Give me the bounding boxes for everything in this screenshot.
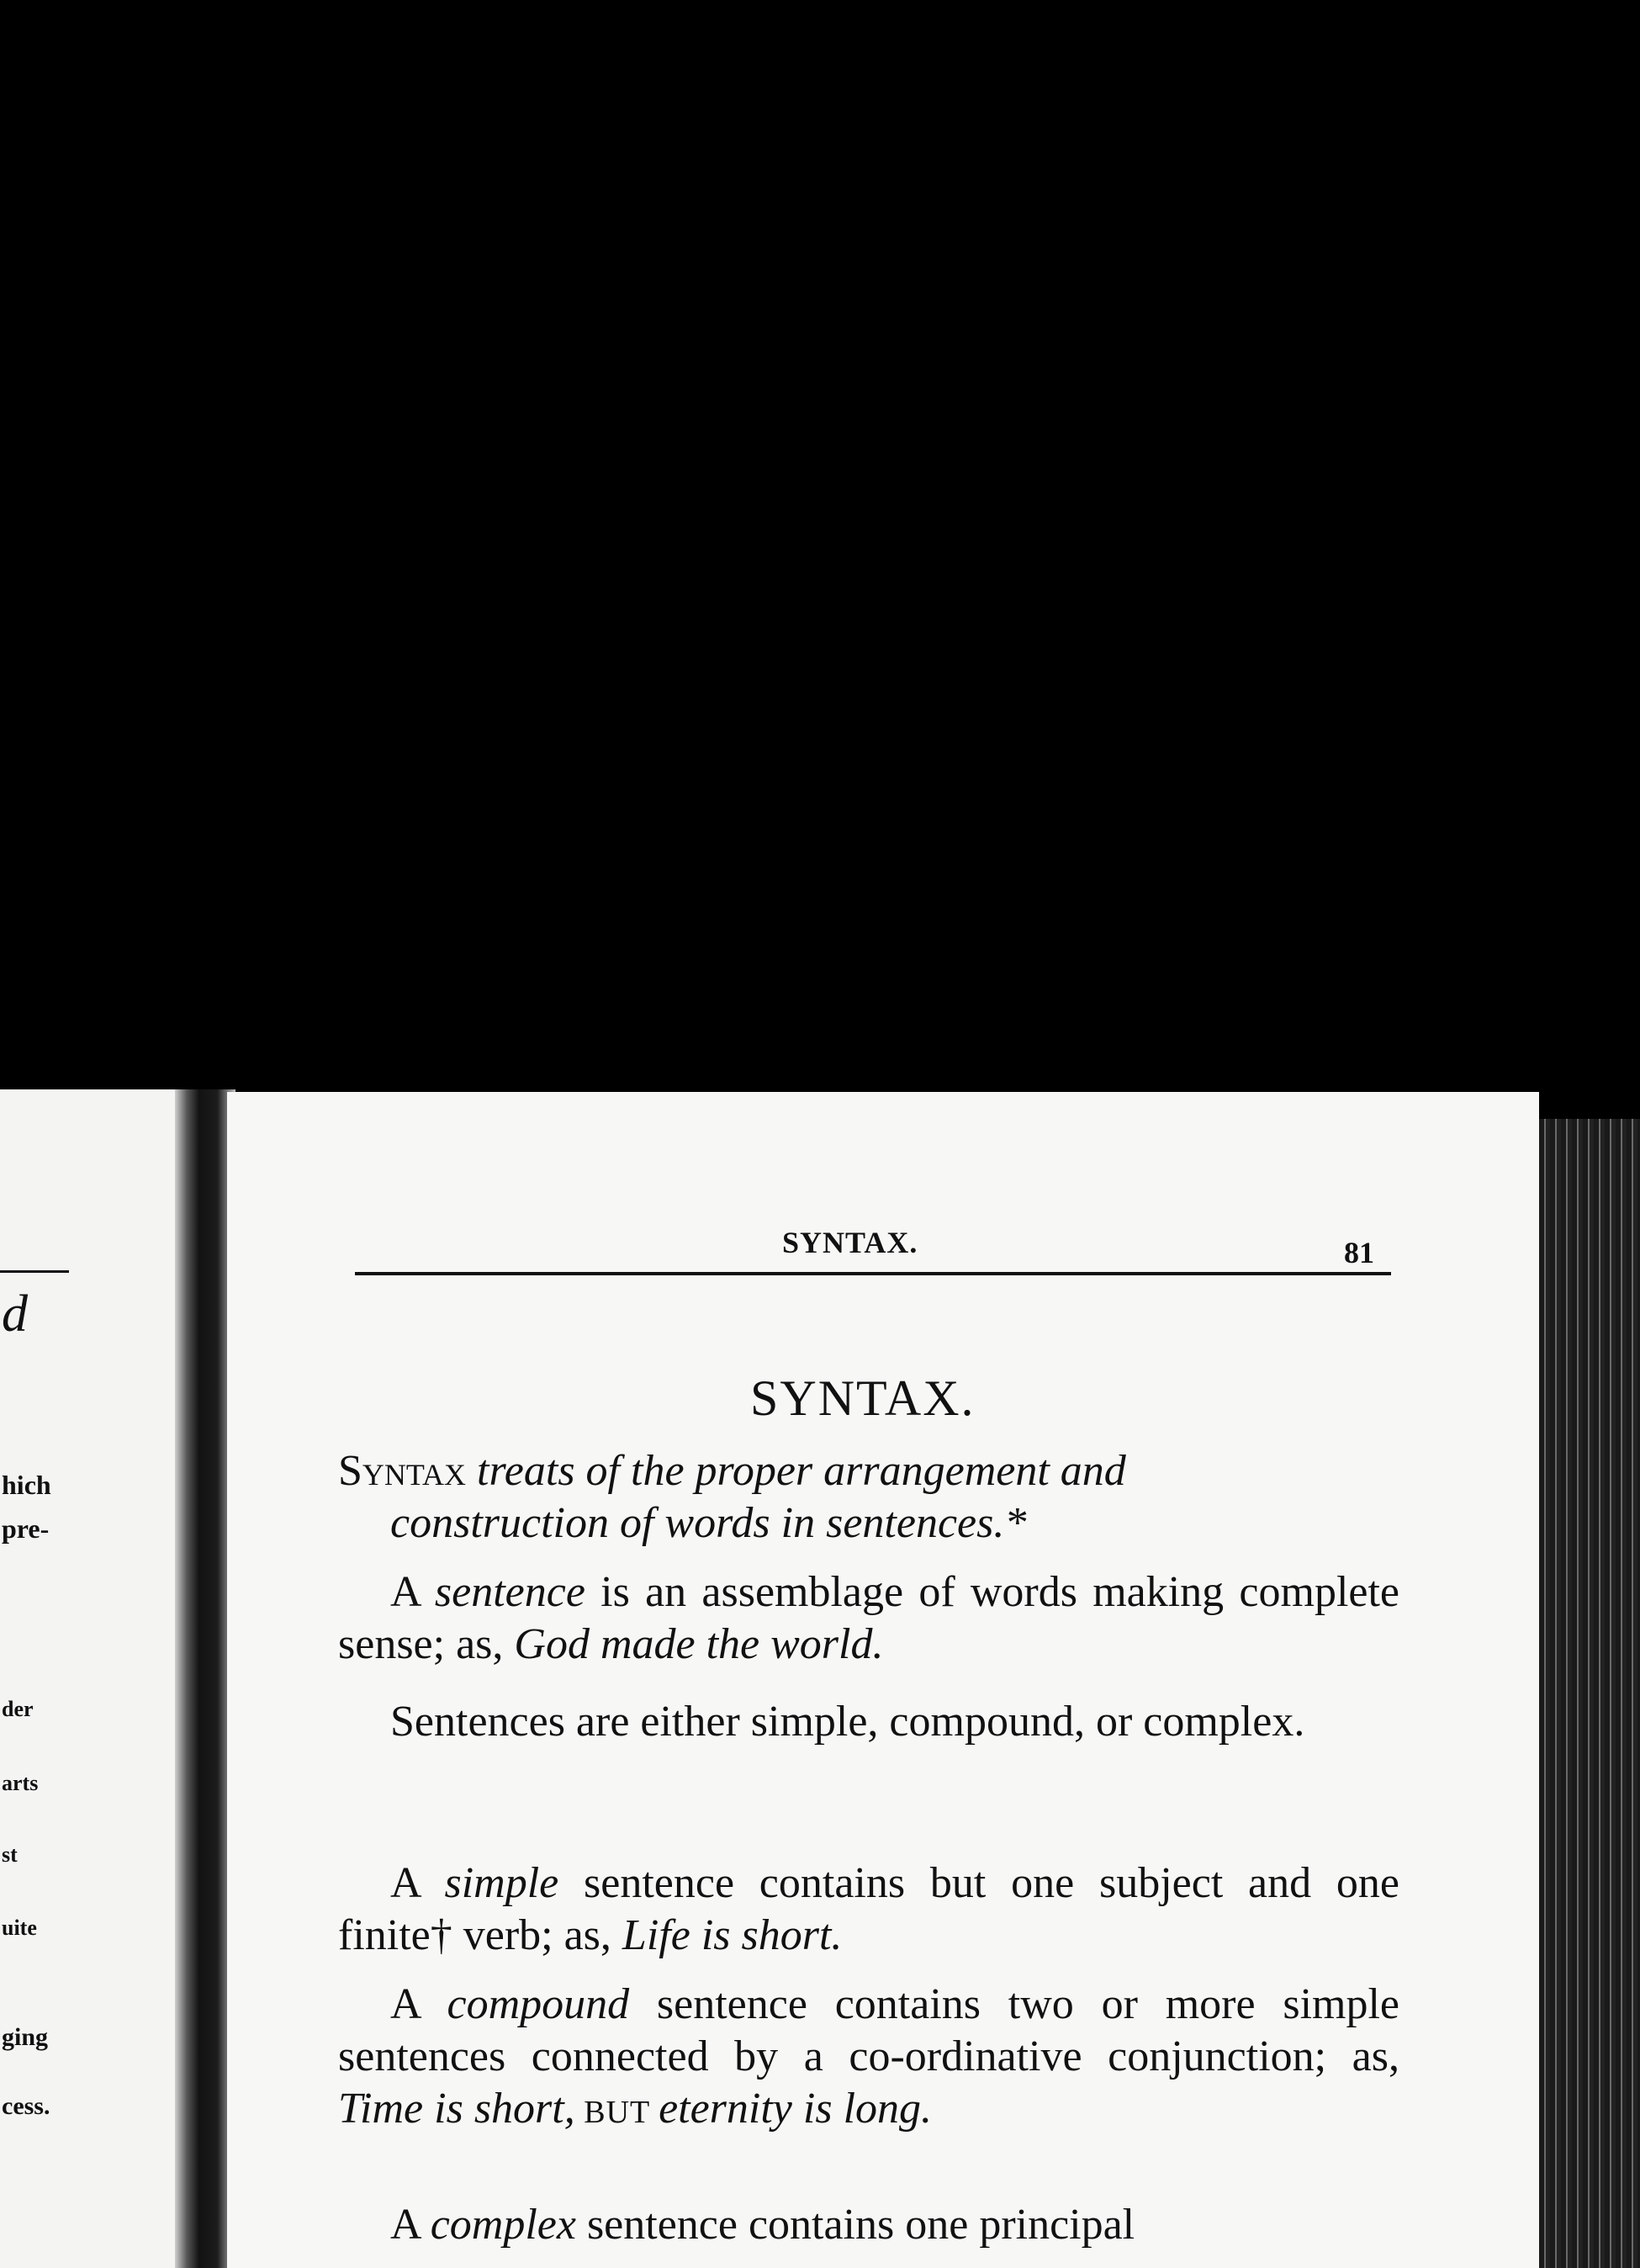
left-fragment: uite xyxy=(2,1916,37,1940)
header-rule xyxy=(355,1272,1391,1275)
left-fragment: pre- xyxy=(2,1513,50,1544)
term-complex: complex xyxy=(430,2201,576,2249)
syntax-definition xyxy=(338,1445,1399,1550)
definition-term: Syntax xyxy=(338,1447,467,1495)
example-text: Time is short, xyxy=(338,2085,575,2133)
section-title: SYNTAX. xyxy=(750,1370,976,1426)
conjunction-text: BUT xyxy=(574,2095,659,2130)
para-text: sentence contains two or more simple sentences connected by a co-ordinative conjunction; as, xyxy=(338,1980,1399,2080)
previous-page-strip xyxy=(0,1089,183,2268)
left-fragment: cess. xyxy=(2,2092,50,2120)
simple-paragraph xyxy=(338,1857,1399,1962)
left-fragment: hich xyxy=(2,1470,51,1500)
definition-text-line1: treats of the proper arrangement and xyxy=(477,1447,1126,1495)
para-text: sentence contains but one subject and one finite xyxy=(338,1859,1399,1959)
para-text: A xyxy=(390,1859,445,1907)
left-fragment: arts xyxy=(2,1771,39,1795)
sentence-paragraph xyxy=(338,1566,1399,1671)
running-head: SYNTAX. xyxy=(782,1226,918,1259)
para-text: A xyxy=(390,1568,435,1616)
example-text: Life is short. xyxy=(622,1911,843,1959)
example-text: God made the world. xyxy=(514,1620,884,1668)
page-edges xyxy=(1539,1119,1640,2268)
page-number: 81 xyxy=(1344,1236,1374,1269)
para-text: is an assemblage of words making complete sense; as, xyxy=(338,1568,1399,1668)
para-text: A xyxy=(390,2201,431,2249)
definition-text-line2: construction of words in sentences.* xyxy=(390,1499,1027,1547)
book-page xyxy=(227,1092,1539,2268)
compound-paragraph xyxy=(338,1979,1399,2138)
para-text: A xyxy=(390,1980,447,2028)
example-text: eternity is long. xyxy=(659,2085,933,2133)
left-fragment: der xyxy=(2,1697,34,1721)
dagger-footnote-mark: † xyxy=(430,1911,452,1959)
complex-paragraph xyxy=(338,2199,1399,2251)
left-fragment: ging xyxy=(2,2023,49,2051)
kinds-paragraph: Sentences are either simple, compound, or complex. xyxy=(390,1698,1305,1746)
previous-page-rule xyxy=(0,1270,69,1273)
para-text: verb; as, xyxy=(452,1911,622,1959)
left-fragment: d xyxy=(2,1285,28,1343)
term-simple: simple xyxy=(444,1859,559,1907)
left-fragment: st xyxy=(2,1842,18,1867)
para-text: sentence contains one principal xyxy=(575,2201,1135,2249)
term-sentence: sentence xyxy=(434,1568,585,1616)
term-compound: compound xyxy=(447,1980,630,2028)
